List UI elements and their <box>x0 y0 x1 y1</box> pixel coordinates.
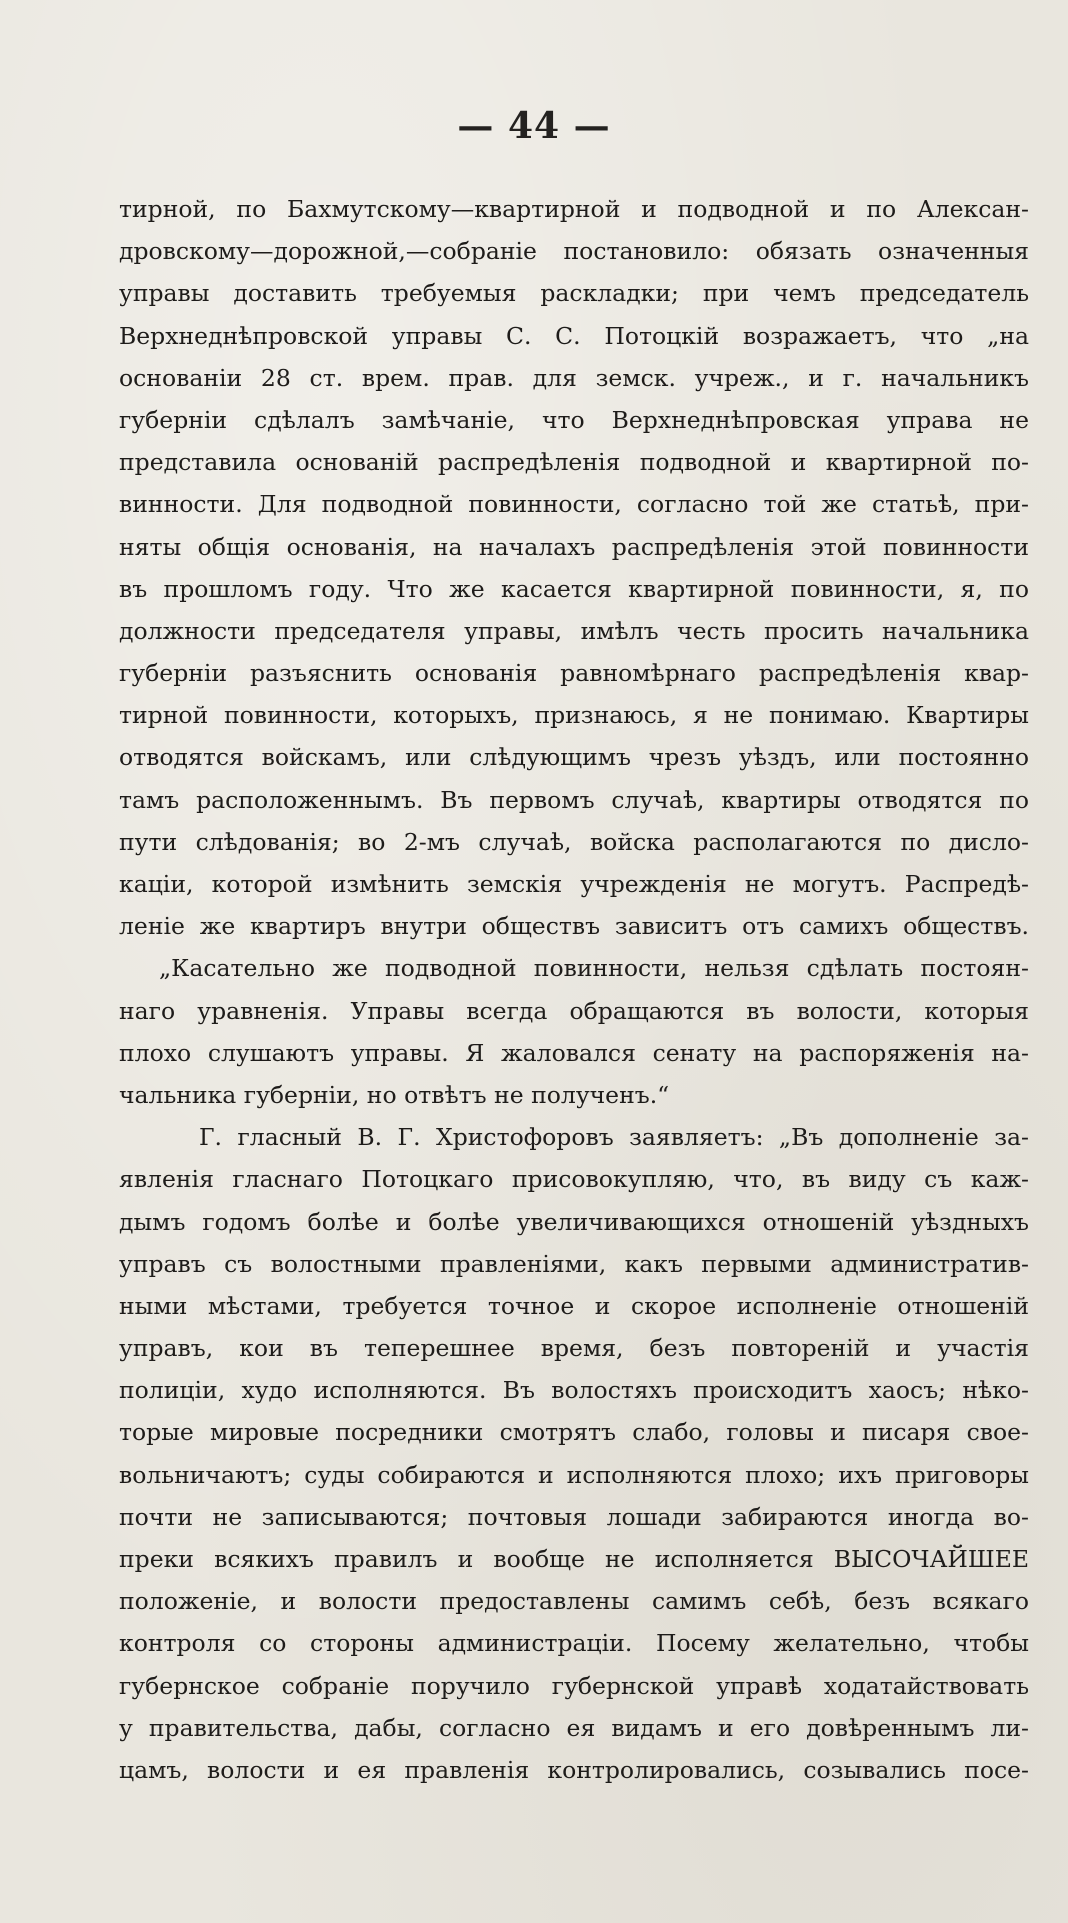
text-line: преки всякихъ правилъ и вообще не исполняется ВЫСОЧАЙШЕЕ <box>119 1545 1029 1573</box>
text-line: отводятся войскамъ, или слѣдующимъ чрезъ уѣздъ, или постоянно <box>119 743 1029 772</box>
text-line: дровскому—дорожной,—собраніе постановило: обязать означенныя <box>119 237 1029 266</box>
text-line: Верхнеднѣпровской управы С. С. Потоцкій возражаетъ, что „на <box>119 321 1029 350</box>
text-line: плохо слушаютъ управы. Я жаловался сенату на распоряженія на- <box>119 1038 1029 1067</box>
text-line: Г. гласный В. Г. Христофоровъ заявляетъ: „Въ дополненіе за- <box>199 1123 1029 1152</box>
body-text <box>119 188 1029 1791</box>
text-line: пути слѣдованія; во 2-мъ случаѣ, войска располагаются по дисло- <box>119 827 1029 856</box>
text-line: у правительства, дабы, согласно ея видамъ и его довѣреннымъ ли- <box>119 1713 1029 1742</box>
text-line: цамъ, волости и ея правленія контролировались, созывались посе- <box>119 1755 1029 1784</box>
text-line: положеніе, и волости предоставлены самимъ себѣ, безъ всякаго <box>119 1587 1029 1616</box>
text-line: полиціи, худо исполняются. Въ волостяхъ происходитъ хаосъ; нѣко- <box>119 1376 1029 1405</box>
text-line: тамъ расположеннымъ. Въ первомъ случаѣ, квартиры отводятся по <box>119 785 1029 814</box>
text-line: леніе же квартиръ внутри обществъ зависитъ отъ самихъ обществъ. <box>119 912 1029 941</box>
text-line: тирной, по Бахмутскому—квартирной и подводной и по Алексан- <box>119 195 1029 223</box>
text-line: управы доставить требуемыя раскладки; при чемъ председатель <box>119 279 1029 308</box>
text-line: каціи, которой измѣнить земскія учрежденія не могутъ. Распредѣ- <box>119 870 1029 898</box>
text-line: представила основаній распредѣленія подводной и квартирной по- <box>119 448 1029 477</box>
text-line: няты общія основанія, на началахъ распредѣленія этой повинности <box>119 532 1029 561</box>
text-line: губерніи сдѣлалъ замѣчаніе, что Верхнеднѣпровская управа не <box>119 405 1029 434</box>
text-line: управъ, кои въ теперешнее время, безъ повтореній и участія <box>119 1334 1029 1363</box>
text-line: дымъ годомъ болѣе и болѣе увеличивающихся отношеній уѣздныхъ <box>119 1207 1029 1236</box>
text-line: въ прошломъ году. Что же касается квартирной повинности, я, по <box>119 574 1029 603</box>
text-line: губернское собраніе поручило губернской управѣ ходатайствовать <box>119 1671 1029 1700</box>
text-line: винности. Для подводной повинности, согласно той же статьѣ, при- <box>119 490 1029 519</box>
text-line: губерніи разъяснить основанія равномѣрнаго распредѣленія квар- <box>119 659 1029 688</box>
text-line: наго уравненія. Управы всегда обращаются въ волости, которыя <box>119 996 1029 1025</box>
text-line: ными мѣстами, требуется точное и скорое исполненіе отношеній <box>119 1291 1029 1320</box>
text-line: торые мировые посредники смотрятъ слабо, головы и писаря свое- <box>119 1418 1029 1447</box>
text-line: управъ съ волостными правленіями, какъ первыми административ- <box>119 1249 1029 1278</box>
text-line: почти не записываются; почтовыя лошади забираются иногда во- <box>119 1502 1029 1531</box>
text-line: тирной повинности, которыхъ, признаюсь, я не понимаю. Квартиры <box>119 701 1029 730</box>
page-number: — 44 — <box>457 105 611 147</box>
text-line: вольничаютъ; суды собираются и исполняются плохо; ихъ приговоры <box>119 1460 1029 1489</box>
text-line: явленія гласнаго Потоцкаго присовокупляю, что, въ виду съ каж- <box>119 1165 1029 1194</box>
text-line: контроля со стороны администраціи. Посему желательно, чтобы <box>119 1629 1029 1658</box>
text-line: „Касательно же подводной повинности, нельзя сдѣлать постоян- <box>159 954 1029 983</box>
text-line: чальника губерніи, но отвѣтъ не полученъ.“ <box>119 1080 670 1109</box>
text-line: должности председателя управы, имѣлъ честь просить начальника <box>119 616 1029 645</box>
text-line: основаніи 28 ст. врем. прав. для земск. учреж., и г. начальникъ <box>119 363 1029 392</box>
